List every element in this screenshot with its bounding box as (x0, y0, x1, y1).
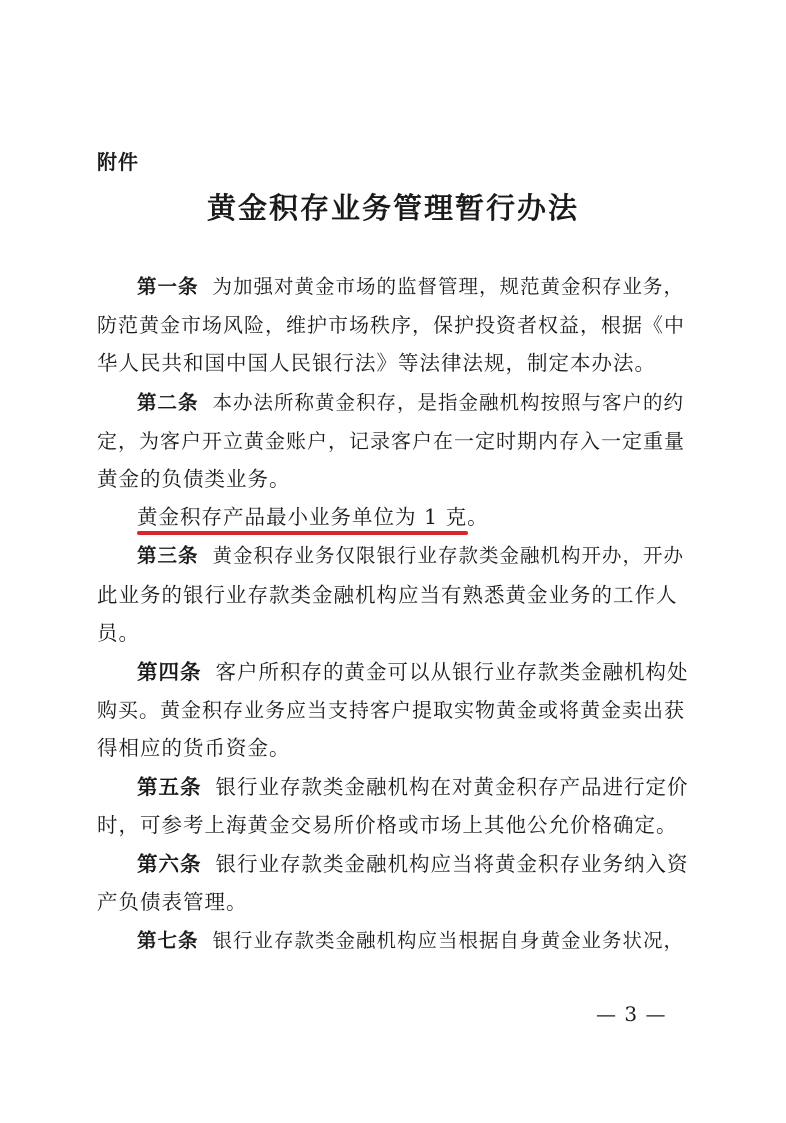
page-number: — 3 — (596, 1002, 667, 1026)
attachment-label: 附件 (97, 150, 139, 174)
article-6-heading: 第六条 (137, 852, 202, 876)
article-6-line-1 (137, 849, 689, 879)
article-4-text-1: 客户所积存的黄金可以从银行业存款类金融机构处 (215, 660, 689, 684)
article-5-line-1 (137, 772, 689, 802)
document-title: 黄金积存业务管理暂行办法 (206, 191, 579, 225)
article-7-text-1: 银行业存款类金融机构应当根据自身黄金业务状况， (212, 929, 685, 952)
article-2-highlight: 黄金积存产品最小业务单位为 1 克。 (137, 505, 489, 529)
article-1-line-3: 华人民共和国中国人民银行法》等法律法规，制定本办法。 (97, 351, 656, 375)
article-1-text-1: 为加强对黄金市场的监督管理，规范黄金积存业务， (212, 275, 685, 298)
article-1-line-2: 防范黄金市场风险，维护市场秩序，保护投资者权益，根据《中 (97, 313, 685, 337)
article-2-line-2: 定，为客户开立黄金账户，记录客户在一定时期内存入一定重量 (97, 429, 685, 453)
article-6-text-1: 银行业存款类金融机构应当将黄金积存业务纳入资 (215, 852, 689, 876)
article-3-line-1 (137, 541, 684, 571)
article-3-line-2: 此业务的银行业存款类金融机构应当有熟悉黄金业务的工作人 (97, 583, 678, 607)
article-4-line-2: 购买。黄金积存业务应当支持客户提取实物黄金或将黄金卖出获 (97, 698, 685, 722)
article-4-line-1 (137, 657, 689, 687)
article-2-line-3: 黄金的负债类业务。 (97, 467, 291, 491)
article-6-line-2: 产负债表管理。 (97, 890, 248, 914)
article-5-heading: 第五条 (137, 775, 202, 799)
article-7-heading: 第七条 (137, 929, 199, 952)
article-3-heading: 第三条 (137, 544, 199, 567)
article-4-heading: 第四条 (137, 660, 202, 684)
article-1-heading: 第一条 (137, 275, 199, 298)
article-4-line-3: 得相应的货币资金。 (97, 736, 291, 760)
article-3-text-1: 黄金积存业务仅限银行业存款类金融机构开办，开办 (212, 544, 685, 567)
article-2-line-1 (137, 388, 684, 418)
article-1-line-1 (137, 272, 684, 302)
article-2-text-1: 本办法所称黄金积存，是指金融机构按照与客户的约 (212, 391, 685, 414)
article-5-text-1: 银行业存款类金融机构在对黄金积存产品进行定价 (215, 775, 689, 799)
article-7-line-1 (137, 926, 684, 956)
article-3-line-3: 员。 (97, 621, 140, 645)
red-underline-highlight (137, 531, 468, 535)
article-2-heading: 第二条 (137, 391, 199, 414)
article-5-line-2: 时，可参考上海黄金交易所价格或市场上其他公允价格确定。 (97, 813, 678, 837)
